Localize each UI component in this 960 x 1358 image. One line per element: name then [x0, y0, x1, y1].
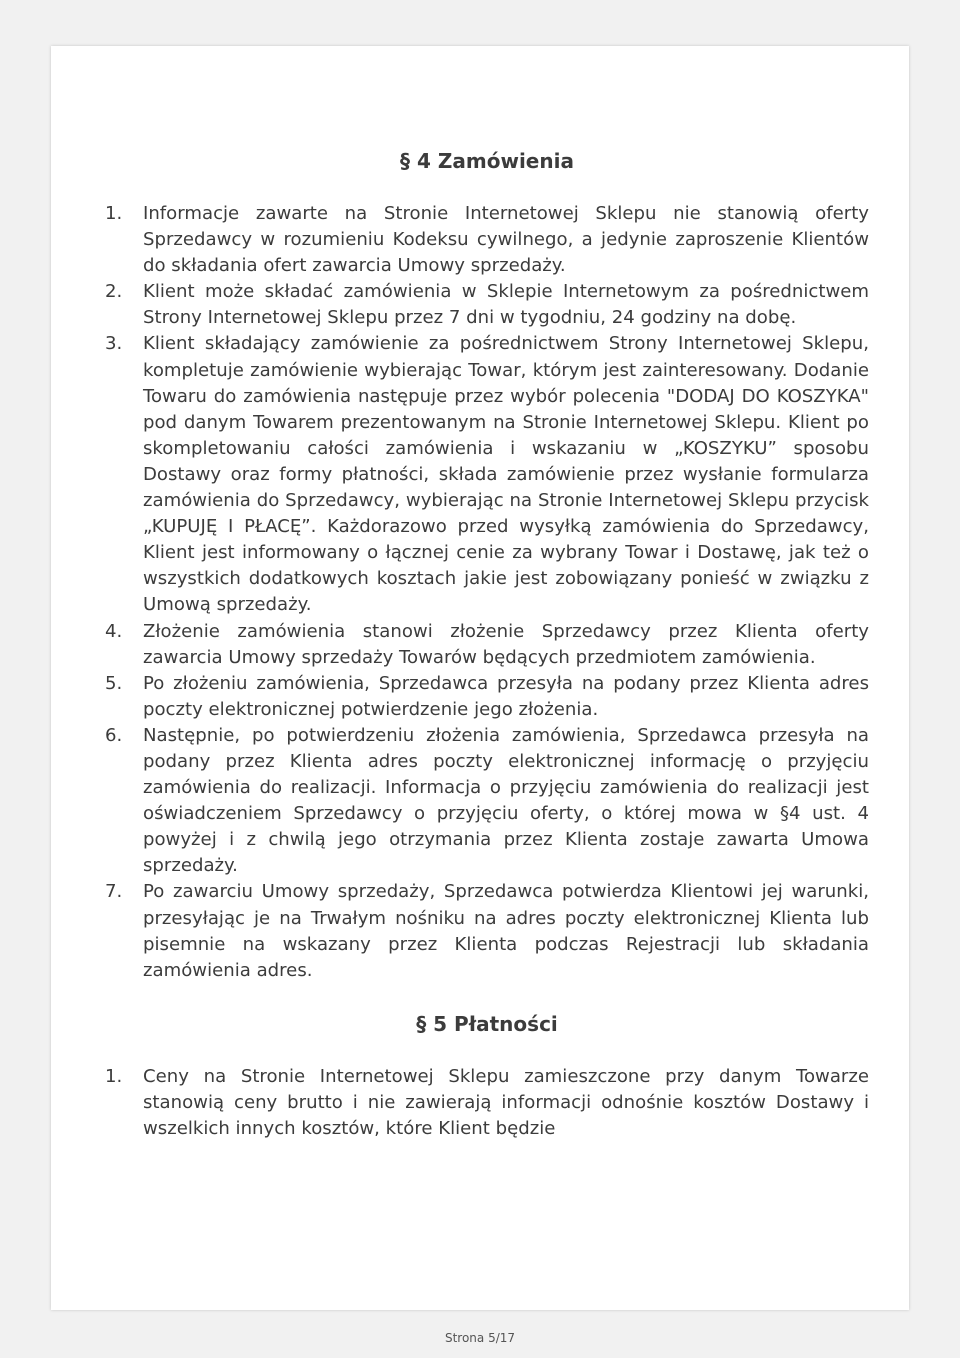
page-number-footer: Strona 5/17 [444, 1331, 516, 1345]
item-number: 5. [105, 672, 123, 694]
item-number: 1. [105, 203, 123, 224]
item-text: Ceny na Stronie Internetowej Sklepu zamieszczone przy danym Towarze stanowią ceny brutto i nie zawierają informacji odnośnie kosztów Dostawy i wszelkich innych kosztów, które Klient będzie [143, 1065, 869, 1139]
list-item [105, 331, 869, 618]
item-text: Złożenie zamówienia stanowi złożenie Sprzedawcy przez Klienta oferty zawarcia Umowy sprzedaży Towarów będących przedmiotem zamówienia. [143, 620, 869, 668]
list-item [105, 201, 869, 279]
document-page [51, 46, 909, 1310]
item-text: Po złożeniu zamówienia, Sprzedawca przesyła na podany przez Klienta adres poczty elektronicznej potwierdzenie jego złożenia. [143, 672, 869, 720]
section-4-heading: § 4 Zamówienia [400, 149, 574, 173]
list-item [105, 279, 869, 331]
item-number: 4. [105, 620, 123, 642]
item-text: Klient może składać zamówienia w Sklepie Internetowym za pośrednictwem Strony Internetowej Sklepu przez 7 dni w tygodniu, 24 godziny na dobę. [143, 281, 869, 329]
list-item [105, 723, 869, 880]
item-number: 3. [105, 333, 123, 355]
page-content [105, 147, 869, 1142]
item-text: Następnie, po potwierdzeniu złożenia zamówienia, Sprzedawca przesyła na podany przez Klienta adres poczty elektronicznej informację o przyjęciu zamówienia do realizacji. Informacja o przyjęciu zamówienia do realizacji jest oświadczeniem Sprzedawcy o przyjęciu oferty, o której mowa w §4 ust. 4 powyżej i z chwilą jego otrzymania przez Klienta zostaje zawarta Umowa sprzedaży. [143, 724, 869, 877]
list-item [105, 879, 869, 983]
list-item [105, 671, 869, 723]
item-number: 7. [105, 881, 123, 903]
section-5-list [105, 1064, 869, 1142]
section-4-list [105, 201, 869, 984]
item-number: 1. [105, 1065, 123, 1087]
list-item [105, 1064, 869, 1142]
item-number: 2. [105, 281, 123, 303]
list-item [105, 619, 869, 671]
item-number: 6. [105, 724, 123, 746]
section-5-heading: § 5 Płatności [416, 1011, 558, 1036]
item-text: Po zawarciu Umowy sprzedaży, Sprzedawca potwierdza Klientowi jej warunki, przesyłając je na Trwałym nośniku na adres poczty elektronicznej Klienta lub pisemnie na wskazany przez Klienta podczas Rejestracji lub składania zamówienia adres. [143, 881, 869, 981]
item-text: Informacje zawarte na Stronie Internetowej Sklepu nie stanowią oferty Sprzedawcy w rozumieniu Kodeksu cywilnego, a jedynie zaproszenie Klientów do składania ofert zawarcia Umowy sprzedaży. [143, 203, 869, 277]
item-text: Klient składający zamówienie za pośrednictwem Strony Internetowej Sklepu, kompletuje zamówienie wybierając Towar, którym jest zainteresowany. Dodanie Towaru do zamówienia następuje przez wybór polecenia "DODAJ DO KOSZYKA" pod danym Towarem prezentowanym na Stronie Internetowej Sklepu. Klient po skompletowaniu całości zamówienia i wskazaniu w „KOSZYKU” sposobu Dostawy oraz formy płatności, składa zamówienie przez wysłanie formularza zamówienia do Sprzedawcy, wybierając na Stronie Internetowej Sklepu przycisk „KUPUJĘ I PŁACĘ”. Każdorazowo przed wysyłką zamówienia do Sprzedawcy, Klient jest informowany o łącznej cenie za wybrany Towar i Dostawę, jak też o wszystkich dodatkowych kosztach jakie jest zobowiązany ponieść w związku z Umową sprzedaży. [143, 333, 869, 616]
